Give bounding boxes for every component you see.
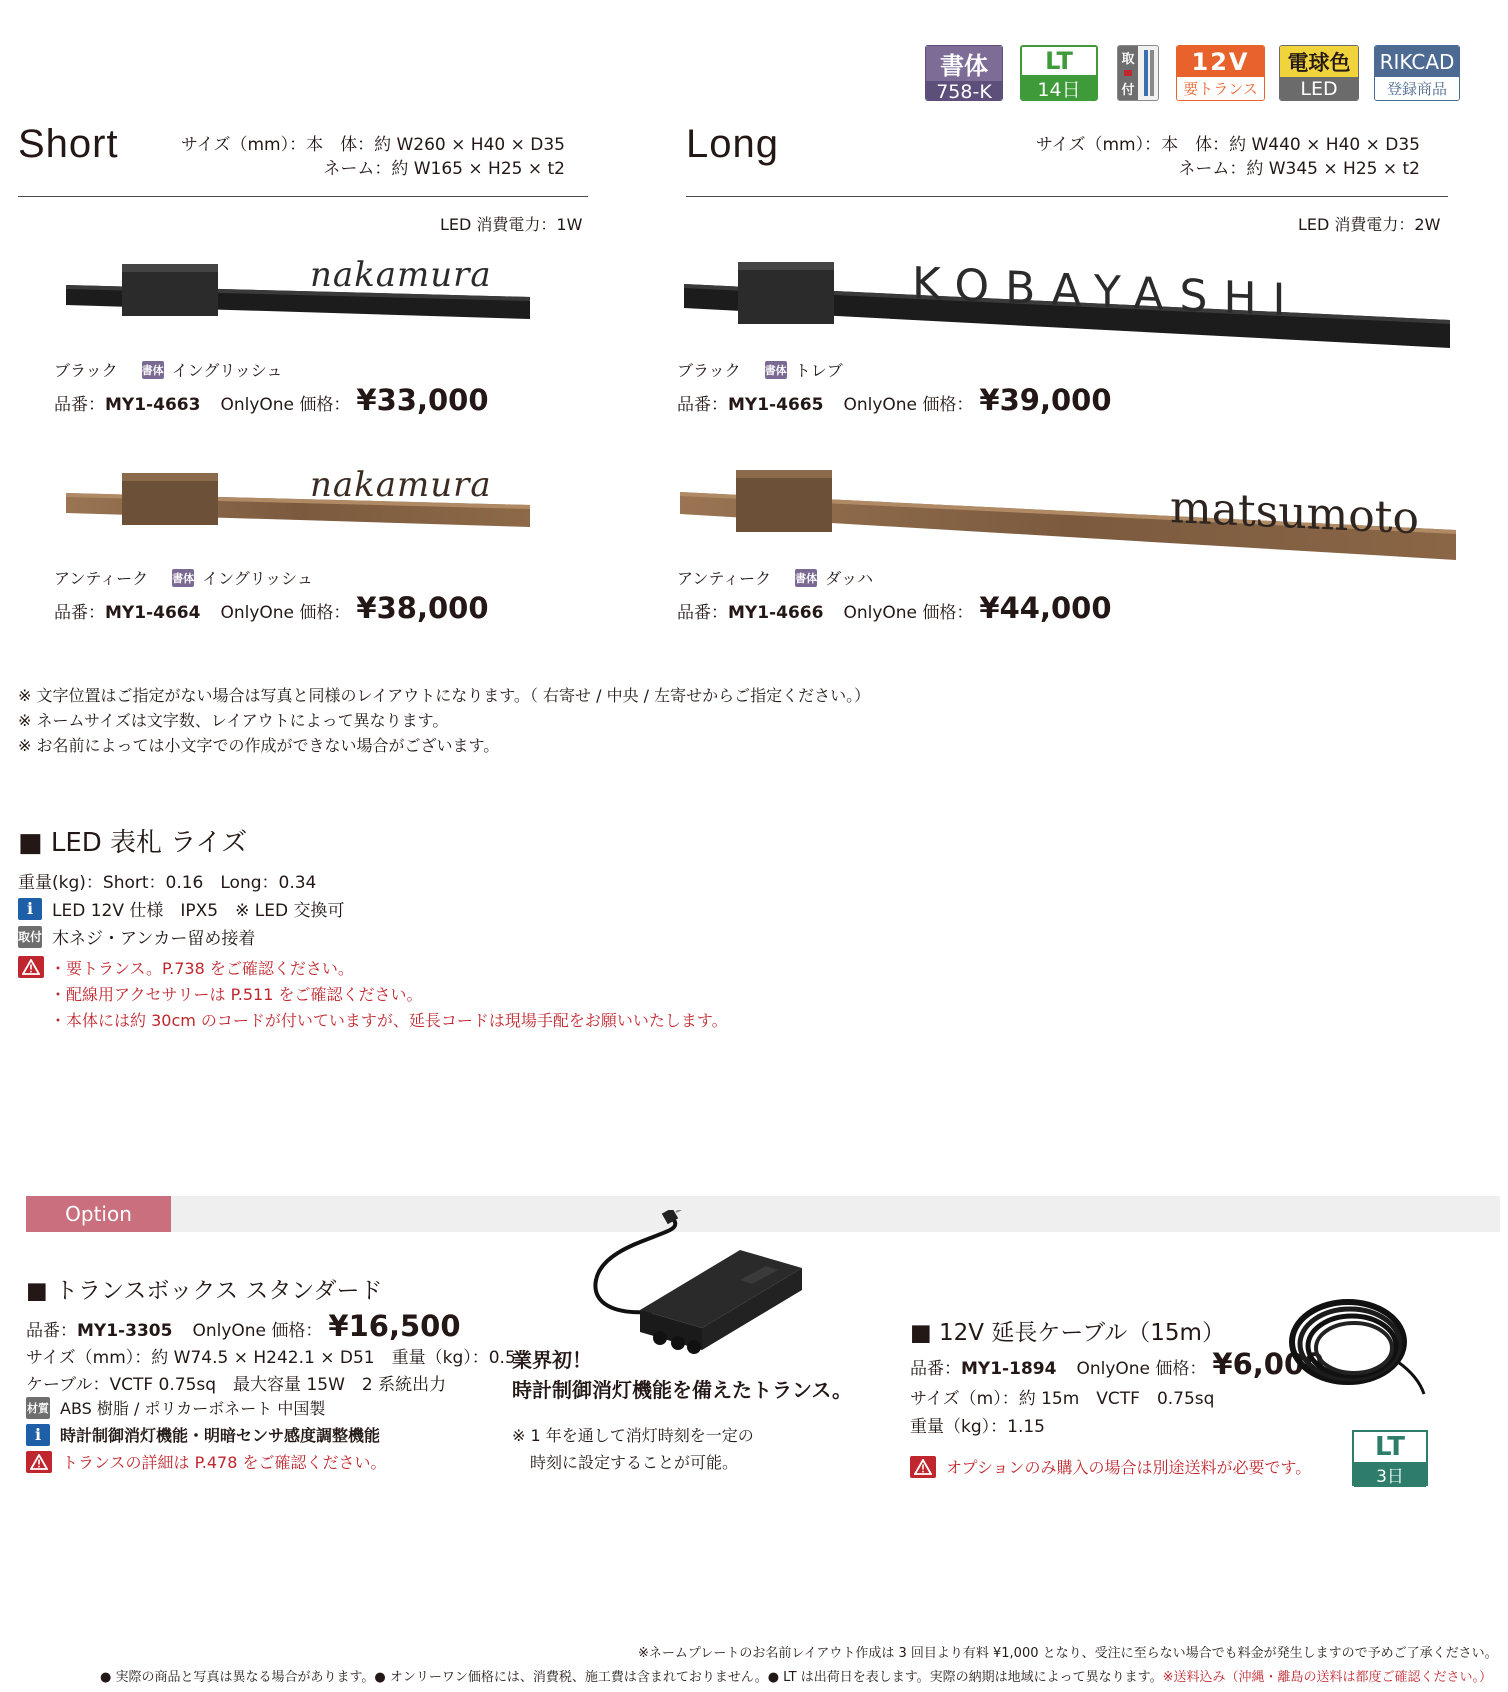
footer-line2: ● 実際の商品と写真は異なる場合があります。● オンリーワン価格には、消費税、施工費は含まれておりません。● LT は出荷日を表します。実際の納期は地域によって異なります。※送料込み（沖縄・離島の送料は都度ご確認ください。） bbox=[100, 1670, 1493, 1685]
long-divider bbox=[686, 196, 1448, 197]
warning-icon bbox=[26, 1451, 52, 1473]
transbox-cable-spec: ケーブル：VCTF 0.75sq 最大容量 15W 2 系統出力 bbox=[26, 1375, 447, 1395]
transbox-heading: ■ トランスボックス スタンダード bbox=[26, 1278, 383, 1304]
transbox-catchcopy: 業界初！ 時計制御消灯機能を備えたトランス。 bbox=[512, 1348, 852, 1402]
mounting-icon: 取付 bbox=[18, 926, 42, 948]
mount-plate-icon bbox=[1138, 46, 1158, 100]
short-black-color: ブラック 書体 イングリッシュ bbox=[54, 361, 283, 380]
badge-12v: 12V 要トランス bbox=[1176, 45, 1265, 101]
short-black-sign-image bbox=[60, 255, 540, 325]
long-antique-sign-text: matsumoto bbox=[1170, 482, 1419, 545]
led-section-heading: ■ LED 表札 ライズ bbox=[18, 828, 248, 858]
badge-warm-led: 電球色 LED bbox=[1279, 45, 1359, 101]
shotai-icon: 書体 bbox=[765, 361, 787, 379]
transbox-size: サイズ（mm）：約 W74.5 × H242.1 × D51 重量（kg）：0.5 bbox=[26, 1348, 516, 1368]
short-black-price: 品番： MY1-4663 OnlyOne 価格： ¥33,000 bbox=[54, 383, 489, 417]
cable-weight: 重量（kg）：1.15 bbox=[910, 1417, 1045, 1437]
long-antique-sign-image bbox=[676, 468, 1466, 568]
short-antique-color: アンティーク 書体 イングリッシュ bbox=[54, 569, 313, 588]
info-icon: i bbox=[18, 898, 42, 920]
short-antique-price: 品番： MY1-4664 OnlyOne 価格： ¥38,000 bbox=[54, 591, 489, 625]
badge-mounting: 取 付 bbox=[1117, 45, 1159, 101]
short-black-sign-text: nakamura bbox=[310, 255, 492, 295]
short-power: LED 消費電力：1W bbox=[440, 215, 583, 234]
badge-rikcad: RIKCAD 登録商品 bbox=[1374, 45, 1460, 101]
led-mount-row: 取付 木ネジ・アンカー留め接着 bbox=[18, 924, 255, 949]
short-title: Short bbox=[18, 122, 119, 166]
cable-warning-row: オプションのみ購入の場合は別途送料が必要です。 bbox=[910, 1455, 1311, 1478]
cable-size: サイズ（m）：約 15m VCTF 0.75sq bbox=[910, 1389, 1215, 1409]
long-black-price: 品番： MY1-4665 OnlyOne 価格： ¥39,000 bbox=[677, 383, 1112, 417]
long-power: LED 消費電力：2W bbox=[1298, 215, 1441, 234]
long-antique-color: アンティーク 書体 ダッハ bbox=[677, 569, 874, 588]
material-icon: 材質 bbox=[26, 1397, 50, 1419]
long-black-sign-image bbox=[680, 258, 1460, 358]
led-info-row: i LED 12V 仕様 IPX5 ※ LED 交換可 bbox=[18, 896, 344, 921]
cable-coil-image bbox=[1280, 1290, 1430, 1410]
transbox-catch-note: ※ 1 年を通して消灯時刻を一定の 時刻に設定することが可能。 bbox=[512, 1426, 754, 1472]
led-weight: 重量(kg)：Short：0.16 Long：0.34 bbox=[18, 873, 317, 893]
info-icon: i bbox=[26, 1424, 50, 1446]
short-antique-sign-text: nakamura bbox=[310, 465, 492, 505]
transbox-info-row: i 時計制御消灯機能・明暗センサ感度調整機能 bbox=[26, 1423, 380, 1446]
transbox-warning-row: トランスの詳細は P.478 をご確認ください。 bbox=[26, 1450, 386, 1473]
long-black-color: ブラック 書体 トレブ bbox=[677, 361, 843, 380]
badge-lead-time: LT 14日 bbox=[1020, 45, 1098, 101]
long-title: Long bbox=[686, 122, 779, 166]
layout-notes: ※ 文字位置はご指定がない場合は写真と同様のレイアウトになります。（ 右寄せ / 中央 / 左寄せからご指定ください。） ※ ネームサイズは文字数、レイアウトによって異なります。 ※ お名前によっては小文字での作成ができない場合がございます。 bbox=[18, 686, 871, 755]
warning-icon bbox=[910, 1456, 936, 1478]
badge-shotai: 書体 758-K bbox=[925, 45, 1003, 101]
shotai-icon: 書体 bbox=[172, 569, 194, 587]
transbox-material-row: 材質 ABS 樹脂 / ポリカーボネート 中国製 bbox=[26, 1396, 325, 1419]
footer-line1: ※ネームプレートのお名前レイアウト作成は 3 回目より有料 ¥1,000 となり、受注に至らない場合でも料金が発生しますので予めご了承ください。 bbox=[638, 1646, 1498, 1661]
cable-heading: ■ 12V 延長ケーブル（15m） bbox=[910, 1320, 1225, 1346]
warning-icon bbox=[18, 956, 44, 978]
cable-lt-badge: LT 3日 bbox=[1352, 1430, 1428, 1486]
mount-red-mark bbox=[1124, 70, 1132, 76]
long-spec: サイズ（mm）：本 体：約 W440 × H40 × D35 ネーム：約 W345 × H25 × t2 bbox=[1035, 135, 1420, 179]
short-antique-sign-image bbox=[60, 465, 540, 535]
shotai-icon: 書体 bbox=[142, 361, 164, 379]
short-divider bbox=[18, 196, 588, 197]
shotai-icon: 書体 bbox=[795, 569, 817, 587]
long-antique-price: 品番： MY1-4666 OnlyOne 価格： ¥44,000 bbox=[677, 591, 1112, 625]
long-black-sign-text: KOBAYASHI bbox=[912, 258, 1302, 327]
short-spec: サイズ（mm）：本 体：約 W260 × H40 × D35 ネーム：約 W165 × H25 × t2 bbox=[180, 135, 565, 179]
option-label: Option bbox=[26, 1196, 171, 1232]
transbox-image bbox=[590, 1210, 820, 1360]
cable-price: 品番： MY1-1894 OnlyOne 価格： ¥6,000 bbox=[910, 1347, 1325, 1381]
transbox-price: 品番： MY1-3305 OnlyOne 価格： ¥16,500 bbox=[26, 1309, 461, 1343]
